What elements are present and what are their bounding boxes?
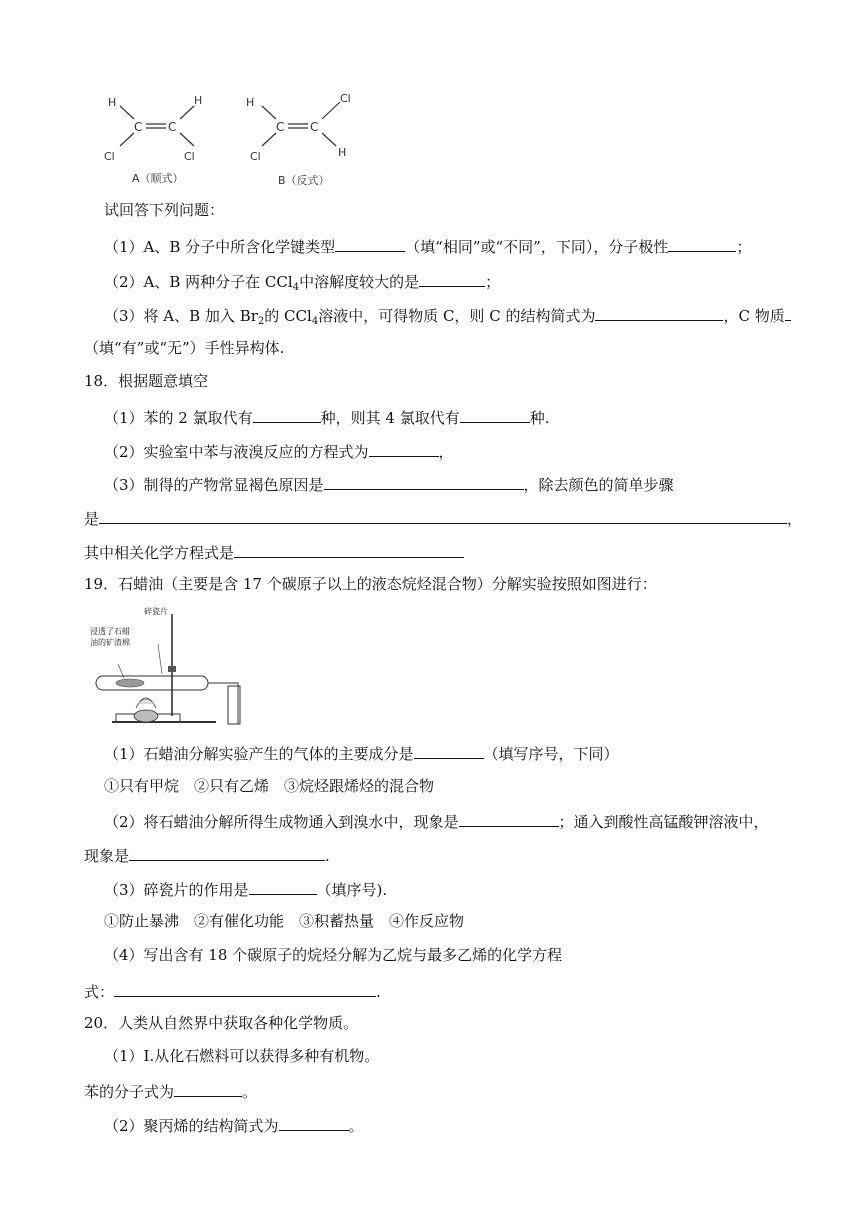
- answer-blank[interactable]: [595, 304, 723, 321]
- answer-blank[interactable]: [369, 440, 439, 457]
- dichloroethene-structures-figure: [98, 90, 368, 190]
- q18-part3-cont: 是 ，: [84, 507, 802, 529]
- q17-part2: （2）A、B 两种分子在 CCl$_4$中溶解度较大的是 ；: [104, 270, 500, 292]
- answer-blank[interactable]: [114, 980, 376, 997]
- q19-part2: （2）将石蜡油分解所得生成物通入到溴水中，现象是 ；通入到酸性高锰酸钾溶液中，: [104, 810, 769, 832]
- atom-c: C: [168, 120, 177, 134]
- answer-blank[interactable]: [249, 878, 317, 895]
- atom-c: C: [310, 120, 319, 134]
- answer-blank[interactable]: [785, 304, 791, 321]
- q17-part3-cont: （填“有”或“无”）手性异构体.: [84, 339, 285, 357]
- q20-part1-cont: 苯的分子式为 。: [84, 1080, 257, 1102]
- atom-c: C: [134, 120, 143, 134]
- q19-part3-options: ①防止暴沸 ②有催化功能 ③积蓄热量 ④作反应物: [104, 912, 465, 930]
- q19-part2-cont: 现象是 .: [84, 844, 330, 866]
- atom-h: H: [338, 146, 347, 159]
- atom-cl: Cl: [184, 150, 195, 163]
- answer-blank[interactable]: [668, 235, 736, 252]
- q19-part3: （3）碎瓷片的作用是 （填序号).: [104, 878, 387, 900]
- paraffin-cracking-apparatus-figure: [88, 604, 268, 728]
- atom-c: C: [276, 120, 285, 134]
- figure-label-porcelain: 碎瓷片: [144, 607, 168, 616]
- atom-cl: Cl: [250, 150, 261, 163]
- q19-part4-cont: 式： .: [84, 980, 381, 1002]
- q20-title: 20．人类从自然界中获取各种化学物质。: [84, 1014, 359, 1032]
- answer-blank[interactable]: [129, 844, 325, 861]
- answer-blank[interactable]: [324, 473, 524, 490]
- q19-title: 19．石蜡油（主要是含 17 个碳原子以上的液态烷烃混合物）分解实验按照如图进行：: [84, 575, 657, 593]
- atom-cl: Cl: [104, 150, 115, 163]
- answer-blank[interactable]: [234, 541, 464, 558]
- answer-blank[interactable]: [253, 406, 321, 423]
- answer-blank[interactable]: [335, 235, 405, 252]
- q18-title: 18．根据题意填空: [84, 372, 209, 390]
- answer-blank[interactable]: [414, 742, 484, 759]
- q17-intro: 试回答下列问题：: [104, 201, 225, 219]
- atom-h: H: [108, 96, 117, 109]
- q17-part1: （1）A、B 分子中所含化学键类型 （填“相同”或“不同”，下同），分子极性 ；: [104, 235, 751, 257]
- q17-part3: （3）将 A、B 加入 $Br_2$的 CCl$_4$溶液中，可得物质 C，则 C 的结构简式为 ，C 物质: [104, 304, 791, 326]
- q18-part2: （2）实验室中苯与液溴反应的方程式为 ，: [104, 440, 454, 462]
- answer-blank[interactable]: [459, 810, 559, 827]
- answer-blank[interactable]: [279, 1114, 349, 1131]
- atom-cl: Cl: [340, 92, 351, 105]
- q20-part1: （1）Ⅰ.从化石燃料可以获得多种有机物。: [104, 1047, 380, 1065]
- q18-part3: （3）制得的产物常显褐色原因是 ，除去颜色的简单步骤: [104, 473, 674, 495]
- q20-part2: （2）聚丙烯的结构简式为 。: [104, 1114, 364, 1136]
- answer-blank[interactable]: [99, 507, 787, 524]
- molecule-a-cis: [104, 94, 202, 185]
- q19-part1-options: ①只有甲烷 ②只有乙烯 ③烷烃跟烯烃的混合物: [104, 777, 435, 795]
- molecule-b-caption: B（反式）: [278, 174, 330, 187]
- molecule-a-caption: A（顺式）: [132, 172, 184, 185]
- q18-part3-equation: 其中相关化学方程式是: [84, 541, 464, 563]
- atom-h: H: [246, 96, 255, 109]
- q19-part1: （1）石蜡油分解实验产生的气体的主要成分是 （填写序号，下同）: [104, 742, 619, 764]
- answer-blank[interactable]: [174, 1080, 242, 1097]
- q18-part1: （1）苯的 2 氯取代有 种，则其 4 氯取代有 种.: [104, 406, 550, 428]
- figure-label-mineral-wool-1: 浸透了石蜡: [90, 627, 130, 636]
- answer-blank[interactable]: [460, 406, 530, 423]
- molecule-b-trans: [246, 92, 351, 187]
- q19-part4: （4）写出含有 18 个碳原子的烷烃分解为乙烷与最多乙烯的化学方程: [104, 946, 563, 964]
- answer-blank[interactable]: [419, 270, 485, 287]
- figure-label-mineral-wool-2: 油的矿渣棉: [90, 638, 130, 647]
- atom-h: H: [194, 94, 203, 107]
